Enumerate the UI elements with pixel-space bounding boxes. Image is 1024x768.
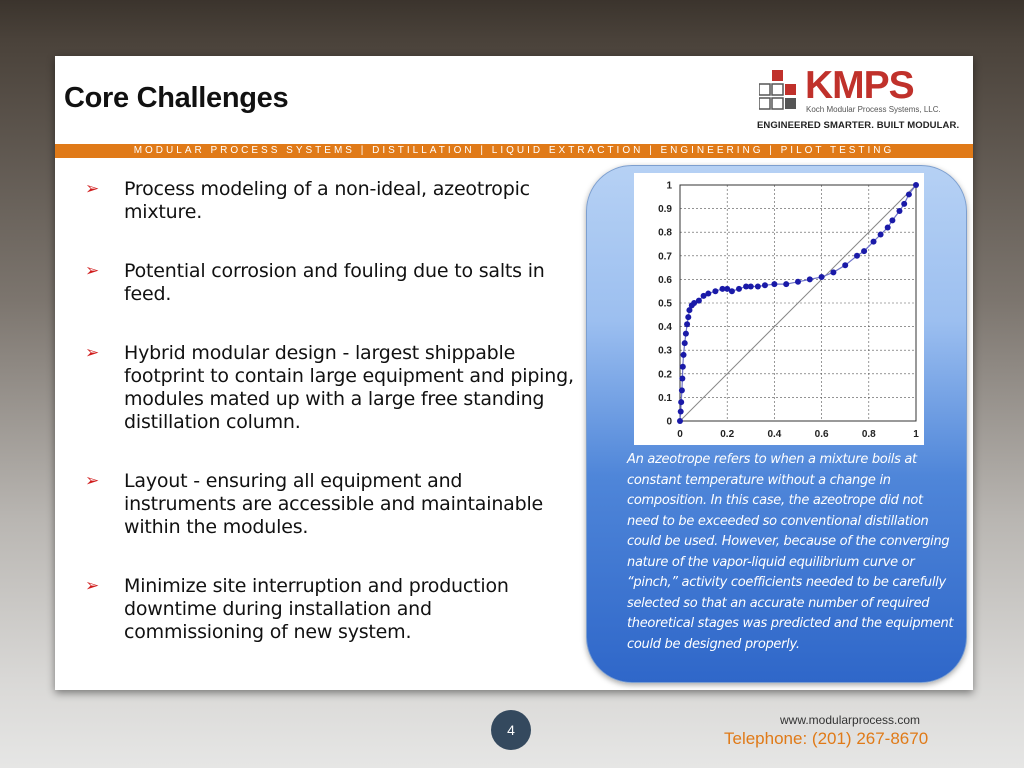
data-point <box>878 232 884 238</box>
vle-chart-svg <box>634 173 924 445</box>
x-tick-label: 0.6 <box>814 429 829 440</box>
data-point <box>842 262 848 268</box>
bullet-text: Hybrid modular design - largest shippable footprint to contain large equipment and piping, modules mated up with a large free standing distillation column. <box>124 342 574 433</box>
data-point <box>683 331 689 337</box>
data-point <box>871 239 877 245</box>
bullet-item <box>85 178 577 224</box>
bullet-text: Process modeling of a non-ideal, azeotropic mixture. <box>124 178 530 223</box>
telephone-text: Telephone: (201) 267-8670 <box>724 729 929 748</box>
y-tick-label: 1 <box>666 180 672 192</box>
x-tick-label: 0.2 <box>720 429 735 440</box>
azeotrope-panel <box>586 165 967 683</box>
data-point <box>705 291 711 297</box>
data-point <box>679 387 685 393</box>
arrow-bullet-icon: ➢ <box>85 179 100 199</box>
data-point <box>896 208 902 214</box>
y-tick-label: 0.5 <box>658 298 672 310</box>
bullet-text: Potential corrosion and fouling due to salts in feed. <box>124 260 545 305</box>
website-text: www.modularprocess.com <box>780 713 921 727</box>
data-point <box>682 340 688 346</box>
data-point <box>783 281 789 287</box>
data-point <box>680 364 686 370</box>
slide-title: Core Challenges <box>64 82 289 114</box>
y-tick-label: 0.3 <box>658 345 672 357</box>
data-point <box>755 283 761 289</box>
data-point <box>795 279 801 285</box>
x-tick-label: 0.4 <box>767 429 782 440</box>
page-number-badge: 4 <box>491 710 531 750</box>
data-point <box>677 418 683 424</box>
logo-squares-icon <box>759 70 799 112</box>
y-tick-label: 0.8 <box>658 227 672 239</box>
azeotrope-caption: An azeotrope refers to when a mixture boils at constant temperature without a change in composition. In this case, the azeotrope did not need to be exceeded so conventional distillation could be used. However, because of the converging nature of the vapor-liquid equilibrium curve or “pinch,” activity coefficients needed to be carefully selected so that an accurate number of required theoretical stages was predicted and the equipment could be designed properly. <box>627 452 954 652</box>
data-point <box>861 248 867 254</box>
vle-chart <box>634 173 924 445</box>
y-tick-label: 0.7 <box>658 251 672 263</box>
arrow-bullet-icon: ➢ <box>85 471 100 491</box>
challenge-list <box>85 178 577 644</box>
data-point <box>684 321 690 327</box>
x-tick-label: 0.8 <box>861 429 876 440</box>
y-tick-label: 0.2 <box>658 369 672 381</box>
y-tick-label: 0.4 <box>658 322 672 334</box>
bullet-text: Layout - ensuring all equipment and instruments are accessible and maintainable within the modules. <box>124 470 544 538</box>
bullet-item <box>85 342 577 434</box>
data-point <box>819 274 825 280</box>
kmps-logo <box>757 64 960 134</box>
bullet-item <box>85 575 577 644</box>
data-point <box>913 182 919 188</box>
arrow-bullet-icon: ➢ <box>85 261 100 281</box>
data-point <box>729 288 735 294</box>
logo-company-name: Koch Modular Process Systems, LLC. <box>806 105 941 114</box>
y-tick-label: 0.9 <box>658 204 672 216</box>
data-point <box>696 298 702 304</box>
logo-wordmark: KMPS <box>805 64 914 107</box>
data-point <box>901 201 907 207</box>
x-tick-label: 0 <box>677 429 683 440</box>
data-point <box>771 281 777 287</box>
y-tick-label: 0.6 <box>658 274 672 286</box>
x-tick-label: 1 <box>913 429 919 440</box>
arrow-bullet-icon: ➢ <box>85 343 100 363</box>
arrow-bullet-icon: ➢ <box>85 576 100 596</box>
data-point <box>762 282 768 288</box>
data-point <box>678 409 684 415</box>
services-banner: MODULAR PROCESS SYSTEMS | DISTILLATION | LIQUID EXTRACTION | ENGINEERING | PILOT TESTING <box>55 144 973 158</box>
slide-card <box>55 56 973 690</box>
data-point <box>748 283 754 289</box>
bullet-item <box>85 260 577 306</box>
data-point <box>678 399 684 405</box>
data-point <box>736 286 742 292</box>
data-point <box>906 191 912 197</box>
y-tick-label: 0 <box>666 416 672 428</box>
data-point <box>681 352 687 358</box>
data-point <box>830 269 836 275</box>
logo-tagline: ENGINEERED SMARTER. BUILT MODULAR. <box>757 120 960 131</box>
data-point <box>885 224 891 230</box>
bullet-text: Minimize site interruption and production downtime during installation and commissioning of new system. <box>124 575 509 643</box>
y-tick-label: 0.1 <box>658 392 672 404</box>
data-point <box>679 376 685 382</box>
data-point <box>854 253 860 259</box>
data-point <box>685 314 691 320</box>
data-point <box>889 217 895 223</box>
bullet-item <box>85 470 577 539</box>
data-point <box>807 276 813 282</box>
data-point <box>712 288 718 294</box>
